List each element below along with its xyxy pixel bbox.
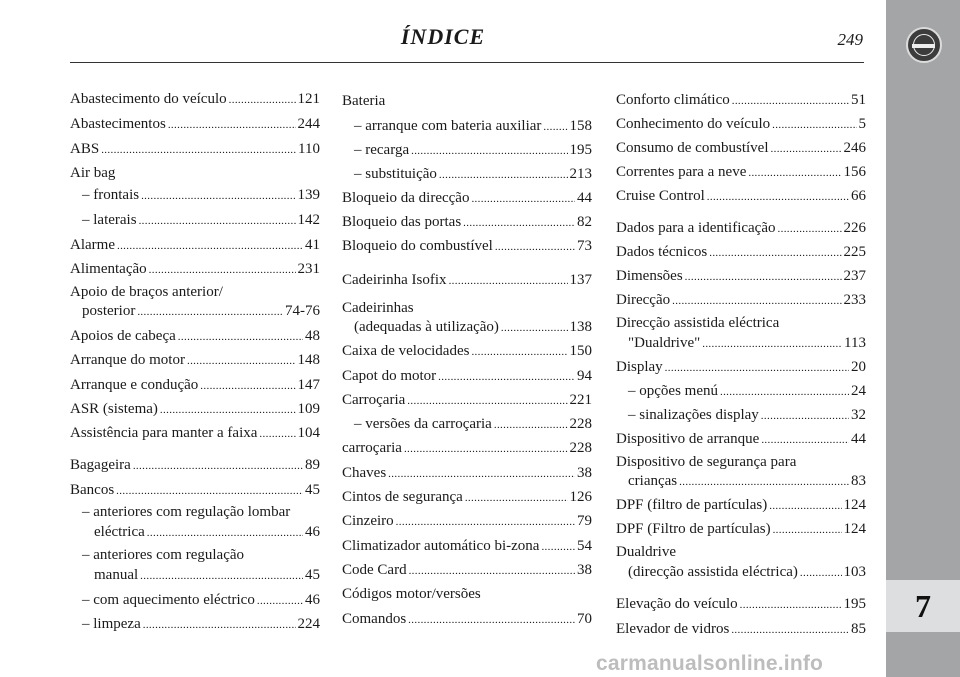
index-entry: Carroçaria . . . 221 [342,390,592,411]
index-entry: Comandos . . . 70 [342,609,592,630]
index-entry: Conforto climático . . . 51 [616,90,866,111]
index-entry: Dimensões . . . 237 [616,266,866,287]
index-entry: Cinzeiro . . . 79 [342,511,592,532]
index-entry: Bloqueio do combustível . . . 73 [342,236,592,257]
index-entry: – laterais . . . 142 [70,210,320,231]
index-entry: Code Card . . . 38 [342,560,592,581]
index-entry: posterior . . . 74-76 [70,301,320,322]
index-heading: Códigos motor/versões [342,586,481,602]
index-heading: Dispositivo de segurança para [616,454,797,470]
index-entry: ASR (sistema) . . . 109 [70,399,320,420]
index-entry: Climatizador automático bi-zona . . . 54 [342,536,592,557]
index-entry: DPF (filtro de partículas) . . . 124 [616,495,866,516]
index-entry: – frontais . . . 139 [70,185,320,206]
index-entry: Display . . . 20 [616,357,866,378]
index-entry: Abastecimentos . . . 244 [70,114,320,135]
chapter-number: 7 [886,580,960,632]
index-entry: Chaves . . . 38 [342,463,592,484]
index-entry: Apoios de cabeça . . . 48 [70,326,320,347]
index-heading: Cadeirinhas [342,300,414,316]
index-entry: (adequadas à utilização) . . . 138 [342,317,592,338]
index-heading: – anteriores com regulação [82,547,245,563]
index-entry: Caixa de velocidades . . . 150 [342,341,592,362]
index-entry: Bagageira . . . 89 [70,455,320,476]
index-entry: Alimentação . . . 231 [70,259,320,280]
index-entry: manual . . . 45 [70,565,320,586]
index-entry: – sinalizações display . . . 32 [616,405,866,426]
index-entry: ABS . . . 110 [70,139,320,160]
index-entry: Cadeirinha Isofix . . . 137 [342,270,592,291]
index-entry: Conhecimento do veículo . . . 5 [616,114,866,135]
watermark-text: carmanualsonline.info [596,652,824,675]
index-entry: – substituição . . . 213 [342,164,592,185]
index-entry: Assistência para manter a faixa . . . 104 [70,423,320,444]
index-entry: Alarme . . . 41 [70,235,320,256]
header-rule [70,62,864,63]
index-entry: – limpeza . . . 224 [70,614,320,635]
index-heading: Direcção assistida eléctrica [616,315,780,331]
index-entry: Elevador de vidros . . . 85 [616,619,866,640]
index-entry: Cintos de segurança . . . 126 [342,487,592,508]
index-entry: – arranque com bateria auxiliar . . . 158 [342,116,592,137]
index-entry: Dados para a identificação . . . 226 [616,218,866,239]
index-heading: Bateria [342,93,386,109]
index-entry: "Dualdrive" . . . 113 [616,333,866,354]
index-entry: Dados técnicos . . . 225 [616,242,866,263]
index-entry: Correntes para a neve . . . 156 [616,162,866,183]
index-entry: Cruise Control . . . 66 [616,186,866,207]
page-number: 249 [837,30,863,49]
index-entry: – opções menú . . . 24 [616,381,866,402]
index-heading: Air bag [70,165,116,181]
chapter-sidebar [886,0,960,677]
index-entry: carroçaria . . . 228 [342,438,592,459]
index-entry: Capot do motor . . . 94 [342,366,592,387]
index-entry: Direcção . . . 233 [616,290,866,311]
index-entry: DPF (Filtro de partículas) . . . 124 [616,519,866,540]
index-entry: Consumo de combustível . . . 246 [616,138,866,159]
index-entry: Bloqueio das portas . . . 82 [342,212,592,233]
index-entry: Elevação do veículo . . . 195 [616,594,866,615]
index-entry: crianças . . . 83 [616,471,866,492]
index-heading: Apoio de braços anterior/ [70,284,223,300]
index-entry: Bancos . . . 45 [70,480,320,501]
index-heading: Dualdrive [616,544,676,560]
index-entry: (direcção assistida eléctrica) . . . 103 [616,562,866,583]
index-entry: Dispositivo de arranque . . . 44 [616,429,866,450]
index-entry: Bloqueio da direcção . . . 44 [342,188,592,209]
index-entry: eléctrica . . . 46 [70,522,320,543]
index-heading: – anteriores com regulação lombar [82,504,291,520]
index-entry: – versões da carroçaria . . . 228 [342,414,592,435]
brand-logo-icon [906,27,942,63]
page-title: ÍNDICE [400,24,486,49]
index-entry: Abastecimento do veículo . . . 121 [70,89,320,110]
index-entry: Arranque e condução . . . 147 [70,375,320,396]
index-entry: – com aquecimento eléctrico . . . 46 [70,590,320,611]
index-entry: Arranque do motor . . . 148 [70,350,320,371]
index-entry: – recarga . . . 195 [342,140,592,161]
